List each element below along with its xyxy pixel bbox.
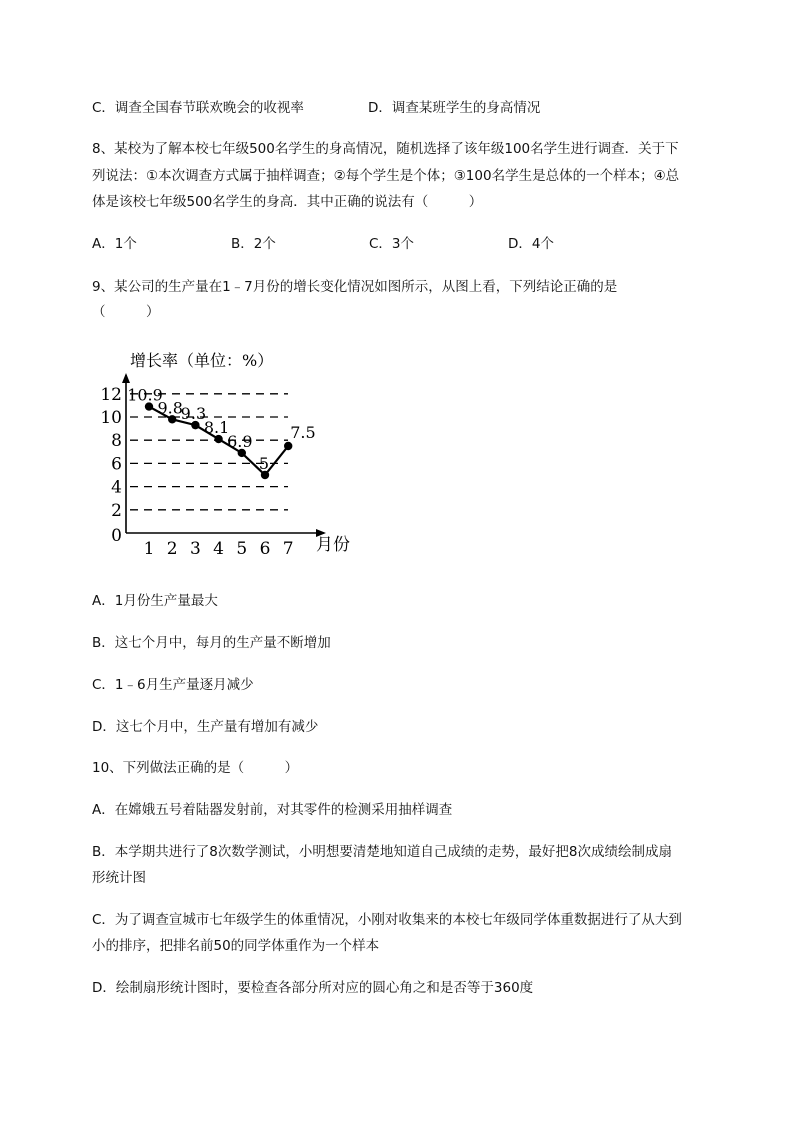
q10-option-c-line2: 小的排序，把排名前50的同学体重作为一个样本: [92, 938, 380, 954]
growth-rate-line-chart: [92, 340, 372, 570]
x-axis-label: 月份: [316, 535, 350, 555]
q10-stem: 10、下列做法正确的是（ ）: [92, 760, 299, 776]
x-tick-label: 1: [143, 539, 155, 559]
data-label: 6.9: [227, 431, 253, 451]
x-tick-label: 5: [236, 539, 248, 559]
x-tick-label: 4: [213, 539, 225, 559]
data-label: 9.3: [180, 404, 207, 424]
q9-stem-line2: （ ）: [92, 304, 160, 320]
q9-option-d: D．这七个月中，生产量有增加有减少: [92, 719, 319, 735]
q10-option-a: A．在嫦娥五号着陆器发射前，对其零件的检测采用抽样调查: [92, 802, 453, 818]
data-label: 10.9: [127, 385, 163, 405]
q9-stem-line1: 9、某公司的生产量在1﹣7月份的增长变化情况如图所示，从图上看，下列结论正确的是: [92, 279, 618, 295]
x-tick-label: 3: [189, 539, 201, 559]
q8-stem-line2: 列说法：①本次调查方式属于抽样调查；②每个学生是个体；③100名学生是总体的一个样本；④总: [92, 168, 680, 184]
q10-option-c-line1: C．为了调查宣城市七年级学生的体重情况，小刚对收集来的本校七年级同学体重数据进行了从大到: [92, 912, 682, 928]
x-tick-label: 2: [166, 539, 178, 559]
q8-option-b: B．2个: [231, 236, 276, 252]
q9-option-c: C．1﹣6月生产量逐月减少: [92, 677, 254, 693]
q8-stem-line1: 8、某校为了解本校七年级500名学生的身高情况，随机选择了该年级100名学生进行调查．关于下: [92, 141, 679, 157]
y-tick-label: 2: [111, 500, 122, 521]
x-tick-label: 7: [282, 539, 294, 559]
q7-option-c: C．调查全国春节联欢晚会的收视率: [92, 100, 304, 116]
y-axis-arrow: [122, 373, 130, 383]
y-tick-label: 12: [100, 384, 122, 405]
data-label: 9.8: [157, 398, 183, 418]
q8-stem-line3: 体是该校七年级500名学生的身高．其中正确的说法有（ ）: [92, 194, 483, 210]
q9-option-a: A．1月份生产量最大: [92, 593, 218, 609]
data-label: 8.1: [203, 418, 230, 438]
y-tick-label: 10: [100, 408, 122, 428]
data-label: 7.5: [290, 423, 316, 442]
q10-option-b-line1: B．本学期共进行了8次数学测试，小明想要清楚地知道自己成绩的走势，最好把8次成绩绘制成扇: [92, 844, 672, 860]
y-tick-label: 4: [111, 477, 122, 498]
data-label: 5: [258, 454, 270, 473]
x-tick-label: 6: [259, 539, 271, 559]
data-point: [284, 442, 292, 450]
q8-option-c: C．3个: [369, 236, 415, 252]
chart-title: 增长率（单位：%）: [130, 351, 274, 370]
q8-option-d: D．4个: [508, 236, 554, 252]
q7-option-d: D．调查某班学生的身高情况: [368, 100, 541, 116]
q9-option-b: B．这七个月中，每月的生产量不断增加: [92, 635, 331, 651]
q8-option-a: A．1个: [92, 236, 137, 252]
q10-option-d: D．绘制扇形统计图时，要检查各部分所对应的圆心角之和是否等于360度: [92, 980, 534, 996]
y-tick-label: 8: [111, 431, 122, 452]
y-tick-label: 6: [111, 454, 122, 475]
q10-option-b-line2: 形统计图: [92, 870, 146, 886]
y-tick-label: 0: [111, 526, 122, 546]
